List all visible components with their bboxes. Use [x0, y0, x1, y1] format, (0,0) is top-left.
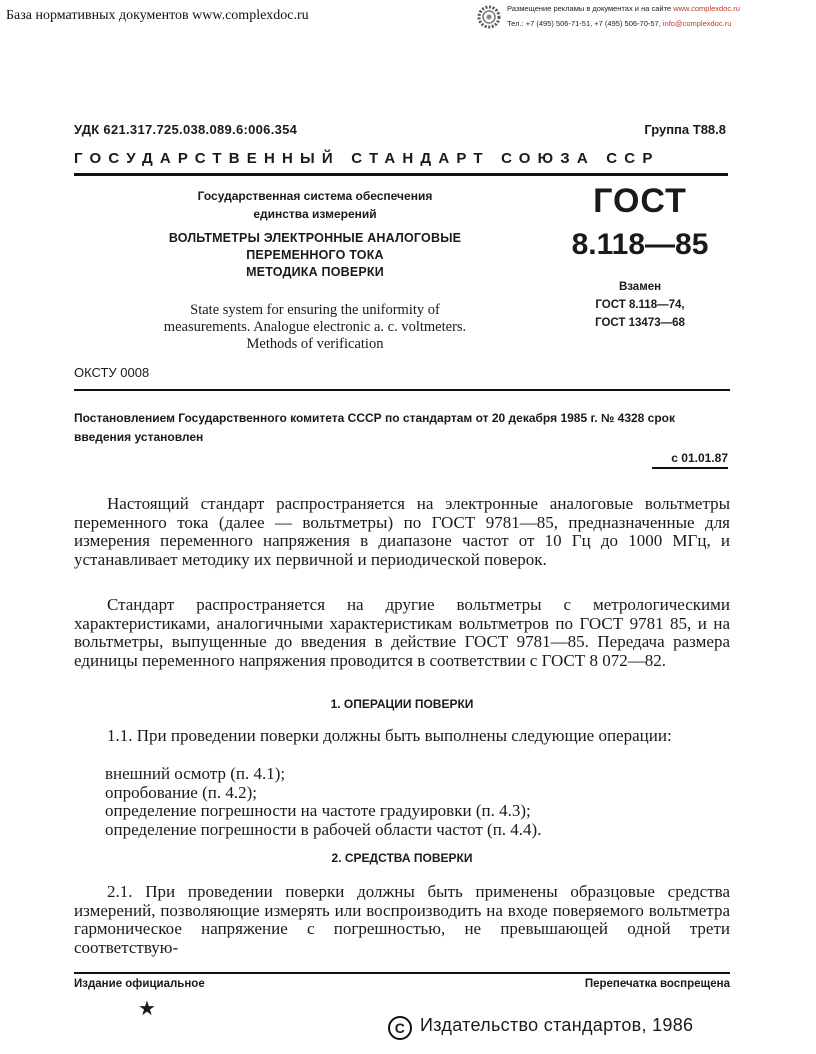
ad-line-1: Размещение рекламы в документах и на сайте www.complexdoc.ru: [507, 4, 740, 13]
site-header-text: База нормативных документов www.complexdoc.ru: [6, 8, 309, 23]
effective-date: с 01.01.87: [671, 451, 728, 465]
reprint-notice: Перепечатка воспрещена: [584, 978, 730, 990]
document-title: [80, 230, 550, 281]
english-title: [80, 302, 550, 353]
system-subtitle: [80, 187, 550, 223]
decree-text: Постановлением Государственного комитета СССР по стандартам от 20 декабря 1985 г. № 4328 срок введения установлен: [74, 411, 676, 444]
section-1-list: [105, 765, 730, 839]
section-2-title: 2. СРЕДСТВА ПОВЕРКИ: [331, 851, 473, 865]
gost-number: 8.118—85: [571, 228, 709, 261]
date-underline: [652, 467, 728, 469]
list-item: опробование (п. 4.2);: [105, 782, 257, 802]
ad-email-link[interactable]: info@complexdoc.ru: [662, 19, 732, 28]
intro-paragraph-1: Настоящий стандарт распространяется на электронные аналоговые вольтметры переменного тока (далее — вольтметры) по ГОСТ 9781—85, предназначенные для измерения переменного напряжения в диапазоне частот от 10 Гц до 1000 МГц, и устанавливает методику их первичной и периодической поверок.: [74, 494, 730, 569]
replaces-item-1: ГОСТ 8.118—74,: [595, 299, 685, 311]
okstu-rule: [74, 389, 730, 391]
ad-site-link[interactable]: www.complexdoc.ru: [673, 4, 740, 13]
section-1-title: 1. ОПЕРАЦИИ ПОВЕРКИ: [330, 697, 474, 711]
english-line-2: measurements. Analogue electronic a. c. voltmeters.: [163, 319, 467, 335]
title-line-3: МЕТОДИКА ПОВЕРКИ: [246, 265, 384, 279]
intro-paragraph-2: Стандарт распространяется на другие вольтметры с метрологическими характеристиками, аналогичными характеристикам вольтметров по ГОСТ 9781 85, и на вольтметры, выпущенные до введения в действие ГОСТ 9781—85. Передача размера единицы переменного напряжения проводится в соответствии с ГОСТ 8 072—82.: [74, 595, 730, 670]
udk-code: УДК 621.317.725.038.089.6:006.354: [74, 122, 298, 137]
replaces-label: Взамен: [618, 281, 662, 293]
section-1-intro: 1.1. При проведении поверки должны быть выполнены следующие операции:: [107, 726, 672, 745]
gear-logo-icon: [476, 4, 502, 30]
group-code: Группа Т88.8: [644, 122, 726, 137]
section-2-paragraph: 2.1. При проведении поверки должны быть применены образцовые средства измерений, позволяющие измерять или воспроизводить на входе поверяемого вольтметра гармоническое напряжение с погрешностью, не превышающей одной трети соответствую-: [74, 882, 730, 957]
header-rule: [74, 173, 728, 176]
copyright-icon: С: [388, 1016, 412, 1040]
system-line-2: единства измерений: [253, 207, 377, 221]
okstu-code: ОКСТУ 0008: [74, 365, 150, 380]
title-line-1: ВОЛЬТМЕТРЫ ЭЛЕКТРОННЫЕ АНАЛОГОВЫЕ: [168, 231, 462, 245]
gost-label: ГОСТ: [593, 182, 687, 220]
publisher-text: Издательство стандартов, 1986: [420, 1015, 694, 1035]
list-item: внешний осмотр (п. 4.1);: [105, 764, 286, 783]
replaces-block: [565, 278, 715, 332]
state-standard-title: ГОСУДАРСТВЕННЫЙ СТАНДАРТ СОЮЗА ССР: [74, 150, 660, 167]
list-item: определение погрешности в рабочей области частот (п. 4.4).: [105, 819, 542, 839]
english-line-1: State system for ensuring the uniformity of: [190, 302, 440, 318]
official-edition: Издание официальное: [74, 978, 205, 990]
publisher-line: [388, 1015, 693, 1040]
system-line-1: Государственная система обеспечения: [197, 189, 433, 203]
star-icon: ★: [138, 998, 156, 1020]
ad-line-2: Тел.: +7 (495) 506-71-51, +7 (495) 506-70-57, info@complexdoc.ru: [507, 19, 732, 28]
replaces-item-2: ГОСТ 13473—68: [595, 317, 685, 329]
list-item: определение погрешности на частоте градуировки (п. 4.3);: [105, 801, 531, 820]
footer-rule: [74, 972, 730, 974]
title-line-2: ПЕРЕМЕННОГО ТОКА: [246, 248, 384, 262]
english-line-3: Methods of verification: [246, 336, 384, 352]
